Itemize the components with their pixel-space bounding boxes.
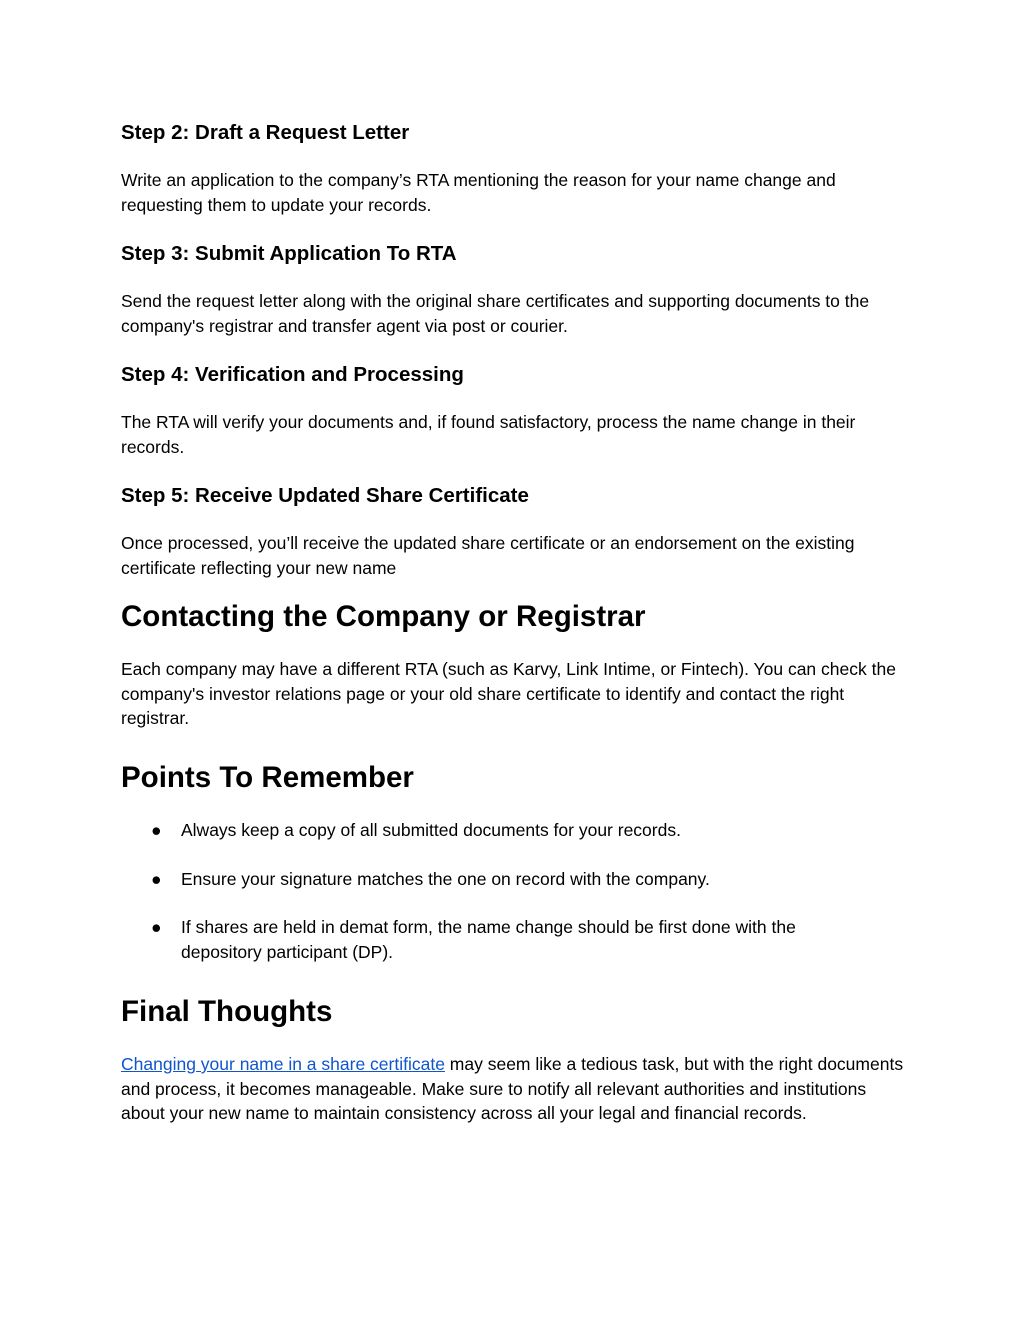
step-4-text: The RTA will verify your documents and, if found satisfactory, process the name change in their records. <box>121 412 856 457</box>
contacting-heading: Contacting the Company or Registrar <box>121 600 646 633</box>
final-heading: Final Thoughts <box>121 995 333 1028</box>
list-item-text: If shares are held in demat form, the name change should be first done with the depository participant (DP). <box>181 917 796 962</box>
step-3-text: Send the request letter along with the original share certificates and supporting documents to the company's registrar and transfer agent via post or courier. <box>121 291 870 336</box>
list-item-text: Ensure your signature matches the one on record with the company. <box>181 869 710 889</box>
points-heading: Points To Remember <box>121 761 414 794</box>
bullet-icon: ● <box>151 820 162 840</box>
contacting-text: Each company may have a different RTA (such as Karvy, Link Intime, or Fintech). You can check the company's investor relations page or your old share certificate to identify and contact the right registrar. <box>121 659 896 728</box>
step-2-heading: Step 2: Draft a Request Letter <box>121 121 410 144</box>
bullet-icon: ● <box>151 917 162 937</box>
list-item-text: Always keep a copy of all submitted documents for your records. <box>181 820 681 840</box>
bullet-icon: ● <box>151 869 162 889</box>
step-2-text: Write an application to the company’s RTA mentioning the reason for your name change and requesting them to update your records. <box>121 170 836 215</box>
step-3-heading: Step 3: Submit Application To RTA <box>121 242 457 265</box>
final-text <box>121 1052 906 1126</box>
final-text-body: may seem like a tedious task, but with the right documents and process, it becomes manageable. Make sure to notify all relevant authorities and institutions about your new name to maintain consistency across all your legal and financial records. <box>121 1054 904 1123</box>
share-certificate-link[interactable]: Changing your name in a share certificate <box>121 1054 445 1074</box>
step-4-heading: Step 4: Verification and Processing <box>121 363 464 386</box>
step-5-heading: Step 5: Receive Updated Share Certificate <box>121 484 529 507</box>
step-5-text: Once processed, you’ll receive the updated share certificate or an endorsement on the existing certificate reflecting your new name <box>121 533 855 578</box>
